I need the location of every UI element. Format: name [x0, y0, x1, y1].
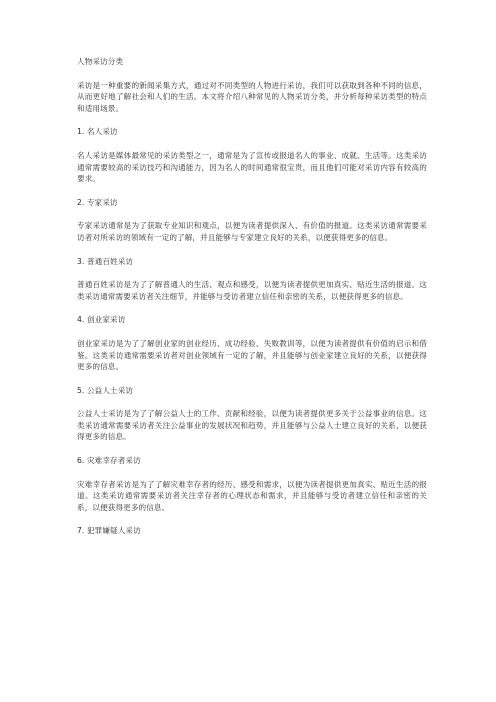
section-body-2: 专家采访通常是为了获取专业知识和观点，以便为读者提供深入、有价值的报道。这类采访通常需要采访者对所采访的领域有一定的了解，并且能够与专家建立良好的关系，以便获得更多的信息。 — [77, 221, 427, 242]
section-body-4: 创业家采访是为了了解创业家的创业经历、成功经验、失败教训等，以便为读者提供有价值的启示和借鉴。这类采访通常需要采访者对创业领域有一定的了解，并且能够与创业家建立良好的关系，以便获得更多的信息。 — [77, 338, 427, 372]
section-body-6: 灾难幸存者采访是为了了解灾难幸存者的经历、感受和需求，以便为读者提供更加真实、贴近生活的报道。这类采访通常需要采访者关注幸存者的心理状态和需求，并且能够与受访者建立信任和亲密的关系，以便获得更多的信息。 — [77, 479, 427, 512]
section-heading-1: 1. 名人采访 — [77, 127, 118, 137]
document-title: 人物采访分类 — [77, 57, 124, 66]
section-heading-6: 6. 灾难幸存者采访 — [77, 456, 141, 466]
section-body-5: 公益人士采访是为了了解公益人士的工作、贡献和经验，以便为读者提供更多关于公益事业的信息。这类采访通常需要采访者关注公益事业的发展状况和趋势，并且能够与公益人士建立良好的关系，以便获得更多的信息。 — [77, 409, 427, 442]
section-heading-5: 5. 公益人士采访 — [77, 385, 134, 395]
section-heading-2: 2. 专家采访 — [77, 197, 118, 207]
section-body-1: 名人采访是媒体最常见的采访类型之一，通常是为了宣传或报道名人的事业、成就、生活等。这类采访通常需要较高的采访技巧和沟通能力，因为名人的时间通常很宝贵，而且他们可能对采访内容有较高的要求。 — [77, 150, 427, 184]
section-heading-4: 4. 创业家采访 — [77, 315, 126, 325]
section-heading-7: 7. 犯罪嫌疑人采访 — [77, 526, 141, 536]
section-body-3: 普通百姓采访是为了了解普通人的生活、观点和感受，以便为读者提供更加真实、贴近生活的报道。这类采访通常需要采访者关注细节，并能够与受访者建立信任和亲密的关系，以便获得更多的信息。 — [77, 280, 427, 301]
section-heading-3: 3. 普通百姓采访 — [77, 256, 134, 266]
document-page — [77, 56, 427, 549]
intro-paragraph: 采访是一种重要的新闻采集方式，通过对不同类型的人物进行采访，我们可以获取到各种不同的信息，从而更好地了解社会和人们的生活。本文将介绍八种常见的人物采访分类，并分析每种采访类型的特点和适用场景。 — [77, 80, 427, 113]
